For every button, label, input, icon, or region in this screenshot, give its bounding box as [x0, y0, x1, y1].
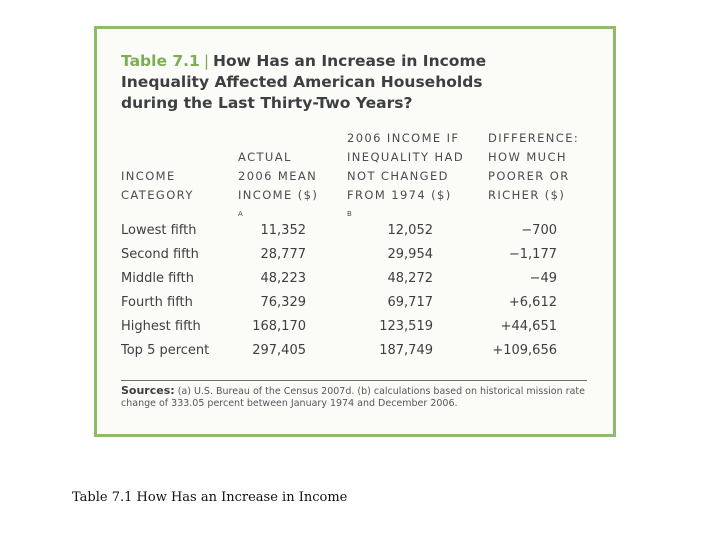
header-line: INEQUALITY HAD	[347, 150, 465, 164]
cell-actual: 48,223	[260, 271, 306, 286]
cell-difference: +109,656	[492, 343, 557, 358]
title-separator: |	[203, 52, 210, 70]
cell-actual: 28,777	[260, 247, 306, 262]
header-line: NOT CHANGED	[347, 169, 449, 183]
cell-difference: +44,651	[500, 319, 557, 334]
header-line: DIFFERENCE:	[488, 131, 580, 145]
cell-difference: −49	[529, 271, 557, 286]
footnote-marker-a: A	[238, 210, 243, 218]
title-line-1	[121, 51, 591, 72]
header-income-category	[121, 167, 194, 205]
table-row	[97, 319, 613, 343]
header-line	[238, 186, 318, 227]
cell-if-not-changed: 29,954	[387, 247, 433, 262]
cell-if-not-changed: 69,717	[387, 295, 433, 310]
title-text-1: How Has an Increase in Income	[213, 52, 487, 70]
header-line: 2006 INCOME IF	[347, 131, 460, 145]
title-line-2: Inequality Affected American Households	[121, 73, 483, 91]
sources-note	[121, 385, 591, 410]
cell-category: Middle fifth	[121, 271, 194, 286]
header-line: HOW MUCH	[488, 150, 567, 164]
figure-caption: Table 7.1 How Has an Increase in Income	[72, 490, 348, 505]
header-income-if-unchanged	[347, 129, 464, 227]
header-difference	[488, 129, 579, 205]
header-actual-mean-income	[238, 148, 318, 227]
footnote-marker-b: B	[347, 210, 352, 218]
cell-if-not-changed: 187,749	[379, 343, 433, 358]
cell-category: Highest fifth	[121, 319, 201, 334]
sources-text: (a) U.S. Bureau of the Census 2007d. (b) calculations based on historical mission rate change of 333.05 percent between January 1974 and December 2006.	[121, 386, 585, 409]
header-line-text: FROM 1974 ($)	[347, 188, 452, 202]
title-line-3: during the Last Thirty-Two Years?	[121, 94, 413, 112]
table-title	[121, 51, 591, 114]
cell-category: Second fifth	[121, 247, 199, 262]
sources-label: Sources:	[121, 384, 175, 397]
cell-category: Lowest fifth	[121, 223, 197, 238]
table-row	[97, 343, 613, 367]
table-row	[97, 247, 613, 271]
table-row	[97, 295, 613, 319]
header-line: RICHER ($)	[488, 188, 566, 202]
cell-if-not-changed: 12,052	[387, 223, 433, 238]
table-row	[97, 223, 613, 247]
sources-divider	[121, 380, 587, 381]
cell-actual: 168,170	[252, 319, 306, 334]
header-line: 2006 MEAN	[238, 169, 318, 183]
header-line	[347, 186, 464, 227]
cell-category: Top 5 percent	[121, 343, 210, 358]
header-line-text: INCOME ($)	[238, 188, 319, 202]
header-line: INCOME	[121, 169, 176, 183]
cell-actual: 76,329	[260, 295, 306, 310]
cell-actual: 297,405	[252, 343, 306, 358]
table-row	[97, 271, 613, 295]
header-line: CATEGORY	[121, 188, 194, 202]
cell-difference: −700	[521, 223, 557, 238]
cell-actual: 11,352	[260, 223, 306, 238]
table-number: Table 7.1	[121, 52, 200, 70]
header-line: POORER OR	[488, 169, 570, 183]
cell-if-not-changed: 123,519	[379, 319, 433, 334]
cell-if-not-changed: 48,272	[387, 271, 433, 286]
table-card	[94, 26, 616, 437]
cell-difference: −1,177	[508, 247, 557, 262]
header-line: ACTUAL	[238, 150, 292, 164]
cell-category: Fourth fifth	[121, 295, 193, 310]
cell-difference: +6,612	[508, 295, 557, 310]
